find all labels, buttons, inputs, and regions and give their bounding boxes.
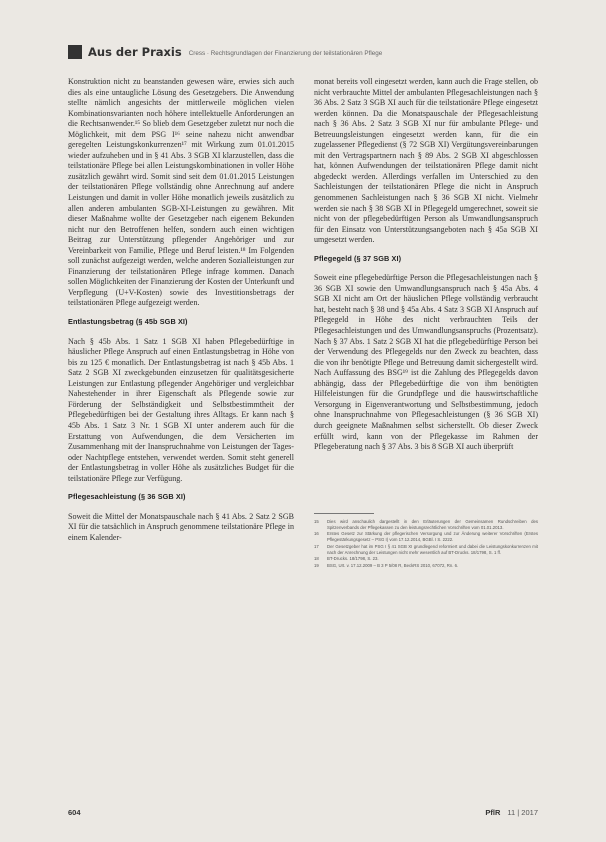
footnote-divider bbox=[314, 513, 374, 514]
footnote-number: 15 bbox=[314, 518, 319, 524]
section-marker-icon bbox=[68, 45, 82, 59]
footnotes bbox=[314, 519, 538, 569]
left-column bbox=[68, 77, 294, 543]
footnote-text: Erstes Gesetz zur Stärkung der pflegerischen Versorgung und zur Änderung weiterer Vorschriften (Erstes Pflegestärkungsgesetz – PSG I) vom 17.12.2014, BGBl. I S. 2222. bbox=[327, 531, 538, 543]
footnote-number: 16 bbox=[314, 531, 319, 537]
section-title: Aus der Praxis bbox=[88, 45, 182, 59]
section-heading: Pflegegeld (§ 37 SGB XI) bbox=[314, 253, 402, 263]
body-paragraph: Soweit eine pflegebedürftige Person die Pflegesachleistungen nach § 36 SGB XI sowie den Umwandlungsanspruch nach § 45a Abs. 4 SGB XI nicht am Ort der häuslichen Pflege vollständig verbraucht hat, besteht nach § 38 und § 45a Abs. 4 Satz 3 SGB XI Anspruch auf Pflegegeld in Höhe des nicht verbrauchten Teils der Pflegesachleistungen und des Umwandlungsanspruchs (Prozentsatz). Nach § 37 Abs. 1 Satz 2 SGB XI hat die pflegebedürftige Person bei der Verwendung des Pflegegelds nur den Zweck zu beachten, dass die von ihr benötigte Pflege und Betreuung damit sichergestellt wird. Nach Auffassung des BSG¹⁹ ist die Zahlung des Pflegegelds davon abhängig, dass der Pflegebedürftige die von ihm benötigten Hilfeleistungen für die Grundpflege und die hauswirtschaftliche Versorgung in Eigenverantwortung und Selbstbestimmung, jedoch ohne Inanspruchnahme von Pflegesachleistungen (§ 36 SGB XI) durch geeignete Maßnahmen selbst sicherstellt. Ob dieser Zweck erfüllt wird, kann von der Pflegekasse im Rahmen der Pflegeberatung nach § 37 Abs. 3 bis 8 SGB XI auch überprüft bbox=[314, 273, 538, 452]
footnote-number: 17 bbox=[314, 543, 319, 549]
running-header bbox=[68, 44, 382, 60]
body-paragraph: monat bereits voll eingesetzt werden, kann auch die Frage stellen, ob nicht verbrauchte Mittel der ambulanten Pflegesachleistungen nach § 36 Abs. 2 Satz 3 SGB XI auch für die teilstationäre Pflege eingesetzt werden können. Da die Monatspauschale der Pflegesachleistung nach § 36 Abs. 2 Satz 3 SGB XI nur für ambulante Pflege- und Betreuungsleistungen eingesetzt werden kann, für die ein zugelassener Pflegedienst (§ 72 SGB XI) Vergütungsvereinbarungen mit den Vertragspartnern nach § 89 Abs. 2 SGB XI abgeschlossen hat, können Aufwendungen der teilstationären Pflege damit nicht abgedeckt werden. Allerdings verfallen im Unterschied zu den Sachleistungen der teilstationären Pflege die nicht in Anspruch genommenen Sachleistungen nach § 36 SGB XI nicht. Vielmehr werden sie nach § 38 SGB XI in Pflegegeld umgerechnet, soweit sie nicht von der pflegebedürftigen Person als Umwandlungsanspruch für den Einsatz von Unterstützungsangeboten nach § 45a SGB XI umgesetzt werden. bbox=[314, 77, 538, 245]
footnote-text: Der Gesetzgeber hat im PSG I § 41 SGB XI grundlegend reformiert und dabei die Leistungskonkurrenzen mit nach der Anrechnung der Leistungen nicht mehr wesentlich auf BT-Drucks. 18/1798, S. 1 ff. bbox=[327, 543, 538, 555]
body-paragraph: Nach § 45b Abs. 1 Satz 1 SGB XI haben Pflegebedürftige in häuslicher Pflege Anspruch auf einen Entlastungsbetrag in Höhe von bis zu 125 € monatlich. Der Entlastungsbetrag ist nach § 45b Abs. 1 Satz 2 SGB XI zweckgebunden einzusetzen für qualitätsgesicherte Leistungen zur Entlastung pflegender Angehöriger und vergleichbar Nahestehender in ihrer Eigenschaft als Pflegende sowie zur Förderung der Selbständigkeit und Selbstbestimmtheit der Pflegebedürftigen bei der Gestaltung ihres Alltags. Er kann nach § 45b Abs. 1 Satz 3 Nr. 1 SGB XI unter anderem auch für die Erstattung von Aufwendungen, die dem Versicherten im Zusammenhang mit der Inanspruchnahme von Leistungen der Tages- oder Nachtpflege entstehen, verwendet werden. Somit steht generell der Entlastungsbetrag in voller Höhe als zusätzliches Budget für die teilstationäre Pflege zur Verfügung. bbox=[68, 336, 294, 483]
body-paragraph: Soweit die Mittel der Monatspauschale nach § 41 Abs. 2 Satz 2 SGB XI für die tatsächlich in Anspruch genommene teilstationäre Pflege in einem Kalender- bbox=[68, 511, 294, 542]
right-column bbox=[314, 77, 538, 570]
journal-footer bbox=[485, 808, 538, 817]
footnote-text: BT-Drucks. 18/1798, S. 23. bbox=[327, 556, 379, 562]
section-heading: Entlastungsbetrag (§ 45b SGB XI) bbox=[68, 317, 188, 327]
journal-issue: 11 | 2017 bbox=[507, 808, 538, 817]
footnote bbox=[314, 556, 538, 562]
footnote-text: BSG, Urt. v. 17.12.2009 – B 3 P 5/08 R, BeckRS 2010, 67072, Rn. 6. bbox=[327, 562, 459, 568]
footnote bbox=[314, 519, 538, 531]
footnote bbox=[314, 531, 538, 543]
body-paragraph: Konstruktion nicht zu beanstanden gewesen wäre, erwies sich auch dies als eine untaugliche Lösung des Gesetzgebers. Die Anwendung stellte nämlich angesichts der mittlerweile möglichen vielen Kombinationsvarianten noch höhere intellektuelle Anforderungen an die Rechtsanwender.¹⁵ So blieb dem Gesetzgeber zuletzt nur noch die Möglichkeit, mit dem PSG I¹⁶ seine nahezu nicht anwendbar geregelten Leistungskonkurrenzen¹⁷ mit Wirkung zum 01.01.2015 wieder aufzuheben und in § 41 Abs. 3 SGB XI klarzustellen, dass die teilstationäre Pflege bei allen Leistungskombinationen in voller Höhe zusätzlich gewährt wird. Somit sind seit dem 01.01.2015 Leistungen der teilstationären Pflege vollständig ohne Anrechnung auf andere Leistungen und damit in voller Höhe monatlich jeweils zusätzlich zu allen anderen ambulanten SGB-XI-Leistungen zu gewähren. Mit dieser Maßnahme wollte der Gesetzgeber nach eigenem Bekunden nicht nur den Betroffenen helfen, sondern auch einen wichtigen Beitrag zur Unterstützung pflegender Angehöriger und zur Vereinbarkeit von Familie, Pflege und Beruf leisten.¹⁸ Im Folgenden soll zunächst aufgezeigt werden, welche anderen Sozialleistungen zur Finanzierung der teilstationären Pflege infrage kommen. Danach sollen Möglichkeiten der Finanzierung der Kosten der Unterkunft und Verpflegung (U+V-Kosten) sowie des Investitionsbetrags der teilstationären Pflege aufgezeigt werden. bbox=[68, 77, 294, 308]
journal-name: PflR bbox=[485, 808, 501, 817]
footnote-number: 19 bbox=[314, 562, 319, 568]
footnote-text: Dies wird anschaulich dargestellt in den Erläuterungen der Gemeinsamen Rundschreiben des Spitzenverbands der Pflegekassen zu den leistungsrechtlichen Vorschriften vom 01.01.2013. bbox=[327, 518, 538, 530]
footnote bbox=[314, 563, 538, 569]
page-number: 604 bbox=[68, 808, 81, 817]
running-head-subtitle: Cress · Rechtsgrundlagen der Finanzierung der teilstationären Pflege bbox=[188, 49, 383, 57]
section-heading: Pflegesachleistung (§ 36 SGB XI) bbox=[68, 492, 186, 502]
footnote bbox=[314, 544, 538, 556]
footnote-number: 18 bbox=[314, 556, 319, 562]
